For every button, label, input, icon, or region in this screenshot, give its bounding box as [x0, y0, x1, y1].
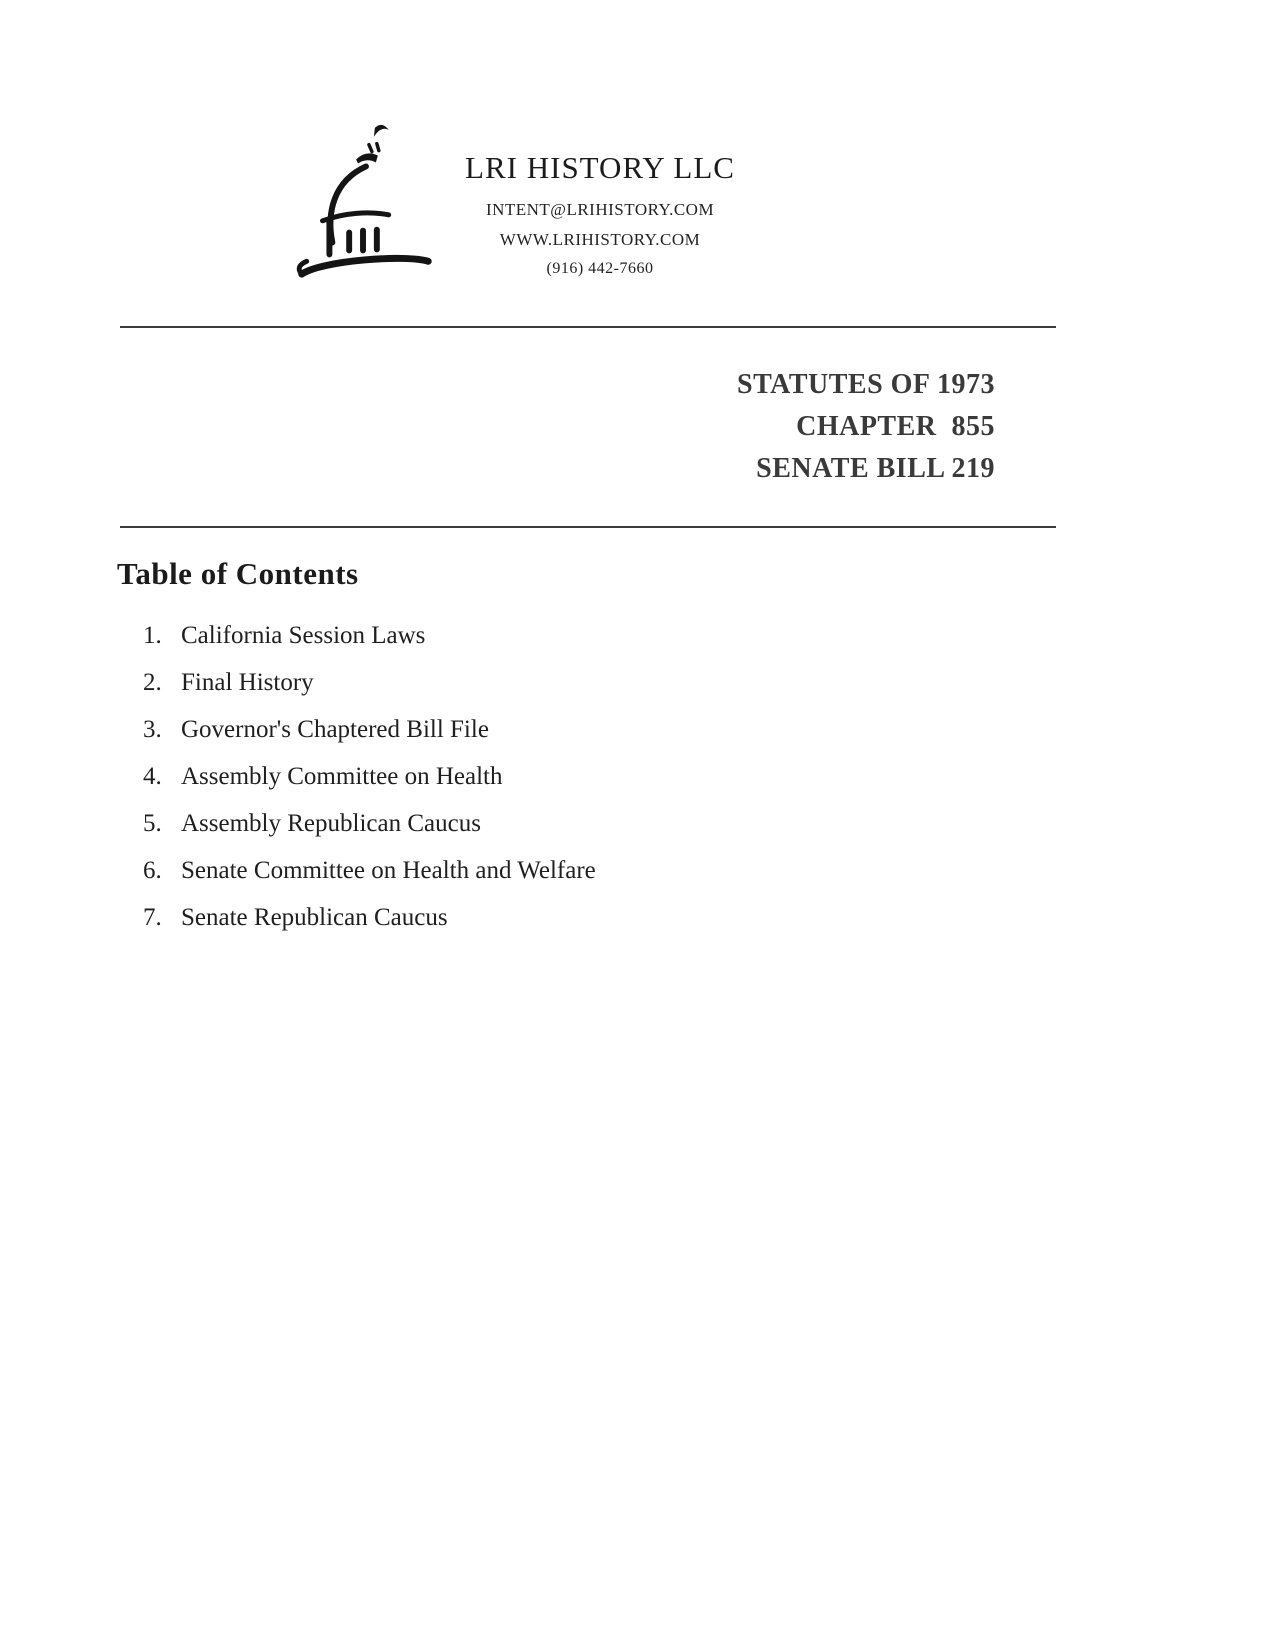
toc-item-label: California Session Laws	[181, 622, 426, 649]
toc-heading: Table of Contents	[117, 556, 359, 591]
toc-item-number: 6.	[143, 857, 162, 884]
toc-item	[143, 622, 943, 669]
toc-item-number: 3.	[143, 716, 162, 743]
toc-item	[143, 716, 943, 763]
toc-item	[143, 669, 943, 716]
statutes-line: STATUTES OF 1973	[737, 369, 995, 400]
company-name: LRI HISTORY LLC	[465, 150, 735, 185]
toc-list	[143, 622, 943, 951]
website-text: WWW.LRIHISTORY.COM	[499, 230, 701, 249]
toc-item-label: Assembly Committee on Health	[181, 763, 503, 790]
toc-item-label: Governor's Chaptered Bill File	[181, 716, 489, 743]
toc-item-number: 7.	[143, 904, 162, 931]
letterhead	[425, 150, 775, 288]
toc-item	[143, 904, 943, 951]
toc-item-number: 2.	[143, 669, 162, 696]
divider-top	[120, 326, 1056, 328]
toc-item	[143, 763, 943, 810]
toc-item	[143, 857, 943, 904]
toc-item-number: 1.	[143, 622, 162, 649]
toc-item-label: Senate Republican Caucus	[181, 904, 448, 931]
toc-item-label: Assembly Republican Caucus	[181, 810, 481, 837]
chapter-line: CHAPTER 855	[796, 411, 995, 442]
senate-bill-line: SENATE BILL 219	[756, 453, 995, 484]
statutes-title-block	[475, 364, 995, 490]
toc-item-number: 4.	[143, 763, 162, 790]
email-text: INTENT@LRIHISTORY.COM	[485, 200, 715, 219]
toc-item-number: 5.	[143, 810, 162, 837]
capitol-dome-logo-icon	[288, 118, 440, 286]
phone-text: (916) 442-7660	[546, 260, 654, 277]
divider-bottom	[120, 526, 1056, 528]
toc-item-label: Final History	[181, 669, 314, 696]
toc-item	[143, 810, 943, 857]
toc-item-label: Senate Committee on Health and Welfare	[181, 857, 596, 884]
